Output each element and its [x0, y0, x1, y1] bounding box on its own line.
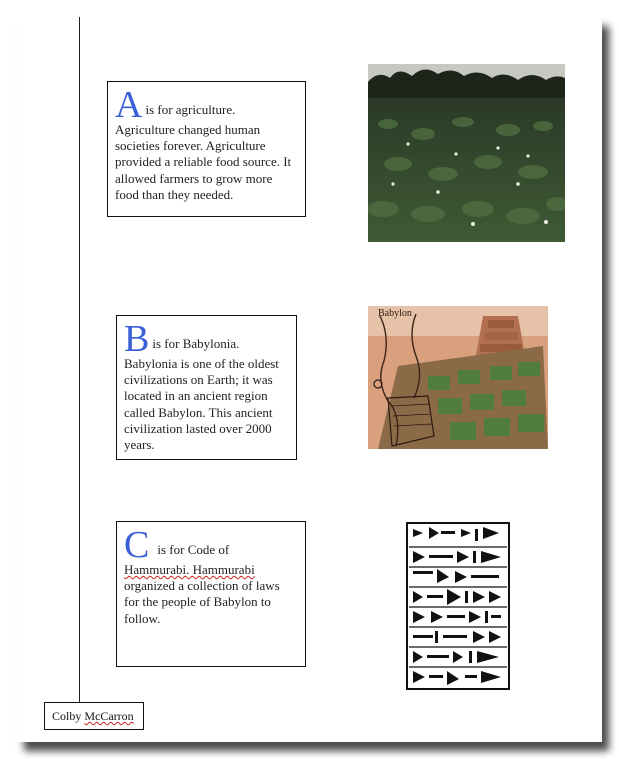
entry-a-letter: A [115, 84, 143, 126]
author-caption [44, 702, 144, 730]
author-first-name: Colby [52, 709, 82, 723]
cuneiform-illustration [405, 521, 511, 691]
entry-a-body: Agriculture changed human societies forever. Agriculture provided a reliable food source. It allowed farmers to grow more food than they needed. [115, 122, 292, 202]
entry-c-body-underlined: Hammurabi. Hammurabi [124, 562, 255, 577]
cuneiform-code-image [405, 521, 511, 691]
entry-b-box [116, 315, 297, 460]
agriculture-field-image [368, 64, 565, 242]
entry-c-body: organized a collection of laws for the people of Babylon to follow. [124, 578, 280, 626]
babylon-illustration [368, 306, 548, 449]
entry-b-letter: B [124, 318, 150, 360]
babylon-image [368, 306, 548, 449]
babylon-map-label: Babylon [378, 308, 412, 319]
entry-c-letter: C [124, 524, 150, 566]
entry-a-heading: is for agriculture. [145, 102, 236, 117]
entry-c-box [116, 521, 306, 667]
entry-c-heading: is for Code of [157, 542, 230, 557]
entry-a-box [107, 81, 306, 217]
author-last-name: McCarron [84, 709, 134, 723]
field-illustration [368, 64, 565, 242]
timeline-line [79, 17, 80, 717]
entry-b-heading: is for Babylonia. [152, 336, 240, 351]
entry-b-body: Babylonia is one of the oldest civilizations on Earth; it was located in an ancient region called Babylon. This ancient civilization lasted over 2000 years. [124, 356, 279, 453]
